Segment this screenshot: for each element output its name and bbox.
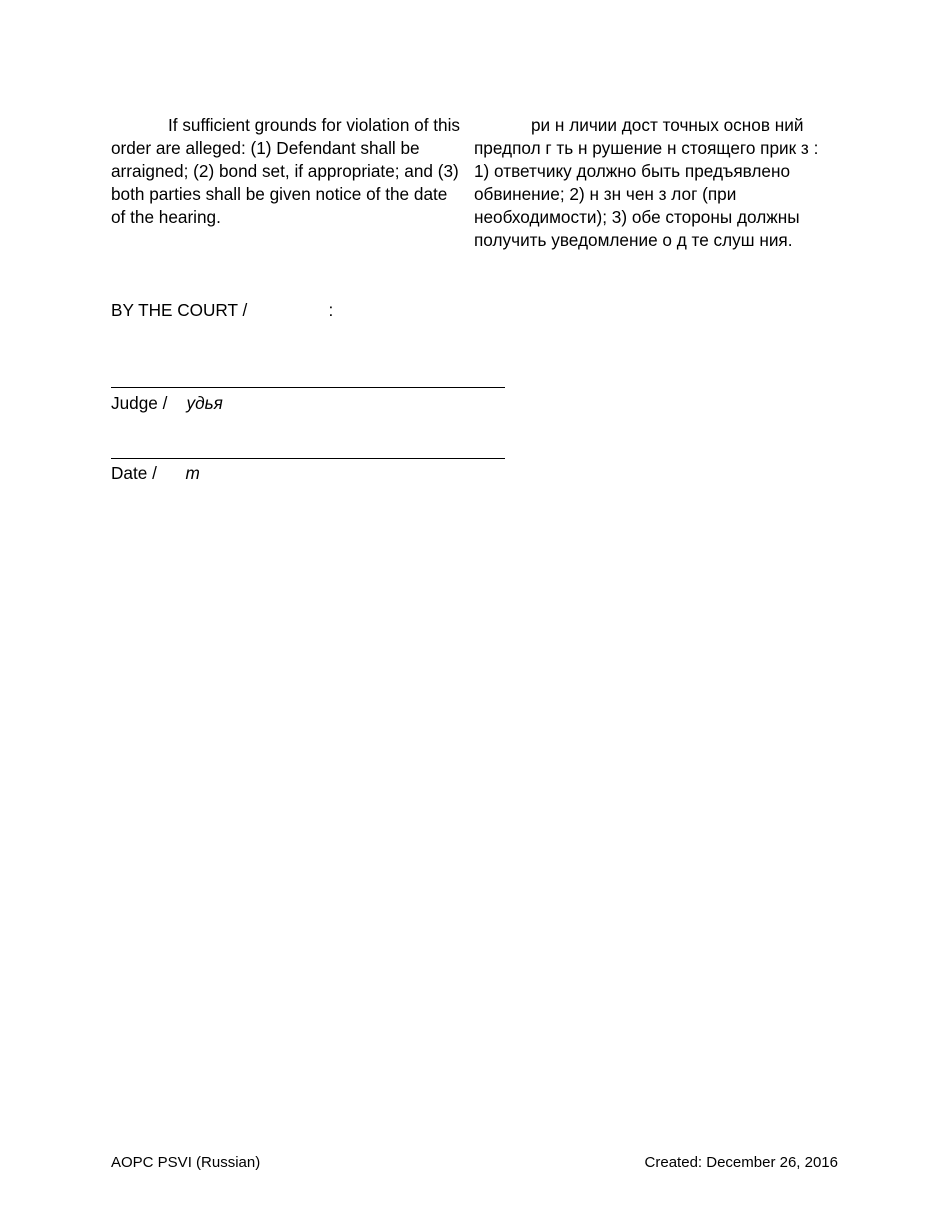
english-paragraph: If sufficient grounds for violation of this order are alleged: (1) Defendant shall be arraigned; (2) bond set, if appropriate; and (3) both parties shall be given notice of the date of the hearing.	[111, 115, 465, 227]
footer-form-id: AOPC PSVI (Russian)	[111, 1154, 261, 1171]
judge-signature-line	[111, 387, 505, 388]
footer-created-date: Created: December 26, 2016	[644, 1154, 838, 1171]
judge-label-ru: удья	[186, 393, 223, 413]
judge-label-en: Judge /	[111, 393, 168, 413]
english-column	[111, 114, 465, 229]
russian-paragraph: ри н личии дост точных основ ний предпол г ть н рушение н стоящего прик з : 1) ответчику должно быть предъявлено обвинение; 2) н зн чен з лог (при необходимости); 3) обе стороны должны получить уведомление о д те слуш ния.	[474, 115, 824, 250]
judge-label	[111, 392, 223, 415]
date-label	[111, 462, 200, 485]
russian-column	[474, 114, 824, 252]
date-label-en: Date /	[111, 463, 157, 483]
by-the-court-label: BY THE COURT / :	[111, 300, 334, 320]
date-label-ru: т	[185, 463, 200, 483]
date-signature-line	[111, 458, 505, 459]
